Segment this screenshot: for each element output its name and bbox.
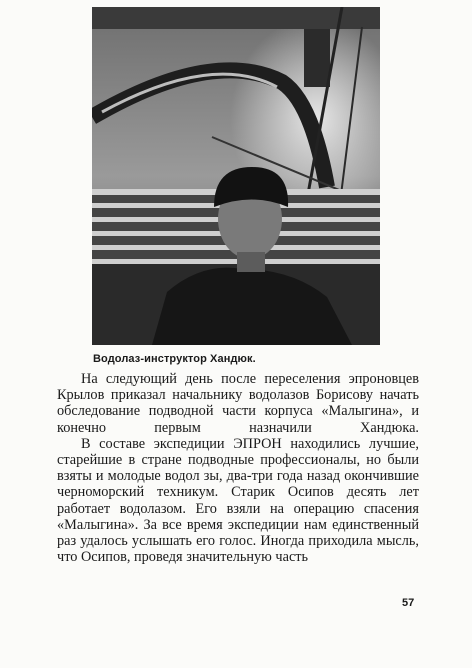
page-number: 57 [402,597,415,609]
photo-caption: Водолаз-инструктор Хандюк. [93,353,256,365]
body-text [57,371,419,565]
paragraph: На следующий день после переселения эпроновцев Крылов приказал начальнику водолазов Борисову начать обследование подводной части корпуса «Малыгина», и конечно первым назначили Хандюка. [57,371,419,436]
diver-photo [92,7,380,345]
paragraph: В составе экспедиции ЭПРОН находились лучшие, старейшие в стране подводные профессионалы, но были взяты и молодые водол зы, два-три года назад окончившие черноморский техникум. Старик Осипов десять лет работает водолазом. Его взяли на операцию спасения «Малыгина». За все время экспедиции нам единственный раз удалось услышать его голос. Иногда приходила мысль, что Осипов, проведя значительную часть [57,435,419,566]
diver-photo-image [92,7,380,345]
